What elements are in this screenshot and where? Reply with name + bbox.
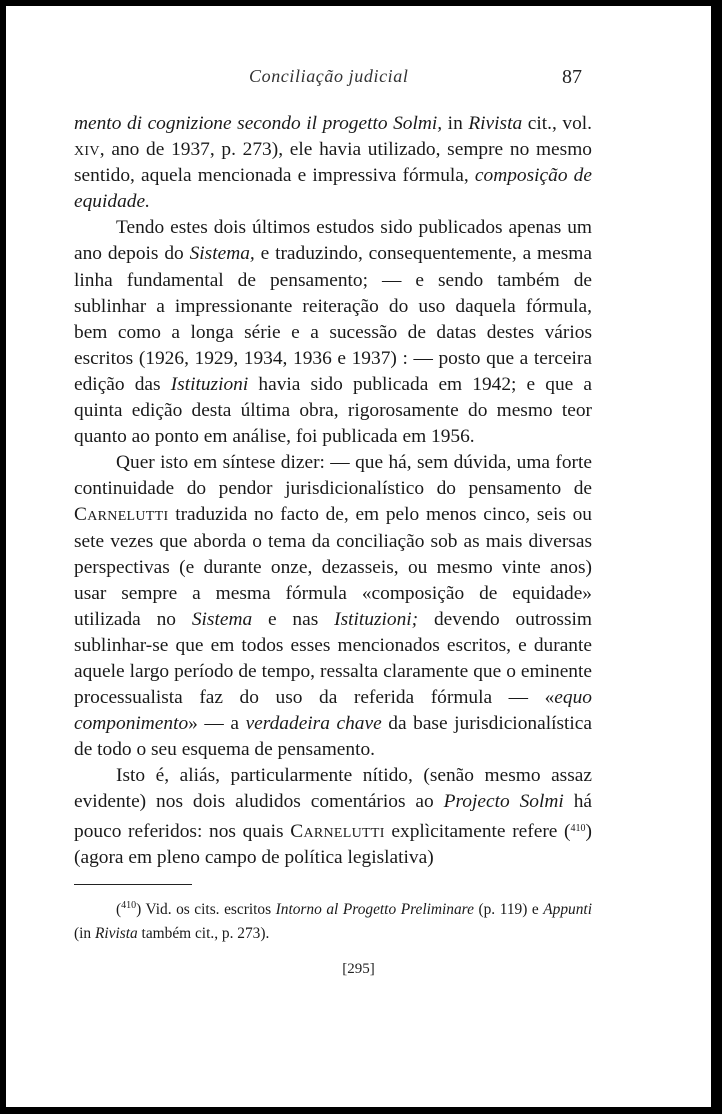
running-header: [6, 66, 711, 96]
author-name: Carnelutti: [290, 820, 385, 842]
paragraph-2: Tendo estes dois últimos estudos sido publicados apenas um ano depois do Sistema, e traduzindo, consequentemente, a mesma linha fundamental de pensamento; — e sendo também de sublinhar a impressionante reiteração do uso daquela fórmula, bem como a longa série e a sucessão de datas destes vários escritos (1926, 1929, 1934, 1936 e 1937) : — posto que a terceira edição das Istituzioni havia sido publicada em 1942; e que a quinta edição desta última obra, rigorosamente do mesmo teor quanto ao ponto em análise, foi publicada em 1956.: [74, 217, 592, 448]
folio-number: [295]: [342, 961, 375, 977]
footnote-divider: [74, 884, 192, 885]
author-name: Carnelutti: [74, 504, 169, 526]
page-number: 87: [562, 66, 582, 88]
main-text: [74, 111, 592, 871]
footnote-410: ($^{410}$) Vid. os cits. escritos Intorno al Progetto Preliminare (p. 119) e Appunti (in Rivista também cit., p. 273).: [74, 900, 592, 942]
paragraph-3: Quer isto em síntese dizer: — que há, sem dúvida, uma forte continuidade do pendor jurisdicionalístico do pensamento de Carnelutti traduzida no facto de, em pelo menos cinco, seis ou sete vezes que aborda o tema da conciliação sob as mais diversas perspectivas (e durante onze, dezasseis, ou mesmo vinte anos) usar sempre a mesma fórmula «composição de equidade» utilizada no Sistema e nas Istituzioni; devendo outrossim sublinhar-se que em todos esses mencionados escritos, e durante aquele largo período de tempo, ressalta claramente que o eminente processualista faz do uso da referida fórmula — «equo componimento» — a verdadeira chave da base jurisdicionalística de todo o seu esquema de pensamento.: [74, 452, 593, 761]
footnote-ref: 410: [570, 822, 586, 834]
paragraph-4: Isto é, aliás, particularmente nítido, (senão mesmo assaz evidente) nos dois aludidos comentários ao Projecto Solmi há pouco referidos: nos quais Carnelutti explìcitamente refere ($^{410}$) (agora em pleno campo de política legislativa): [74, 765, 592, 868]
paragraph-1: mento di cognizione secondo il progetto Solmi, in Rivista cit., vol. xiv, ano de 1937, p. 273), ele havia utilizado, sempre no mesmo sentido, aquela mencionada e impressiva fórmula, composição de equidade.: [74, 113, 592, 213]
book-page: [6, 6, 711, 1107]
running-title: Conciliação judicial: [249, 66, 409, 86]
footnotes: [74, 894, 592, 946]
footnote-marker: 410: [121, 900, 137, 911]
